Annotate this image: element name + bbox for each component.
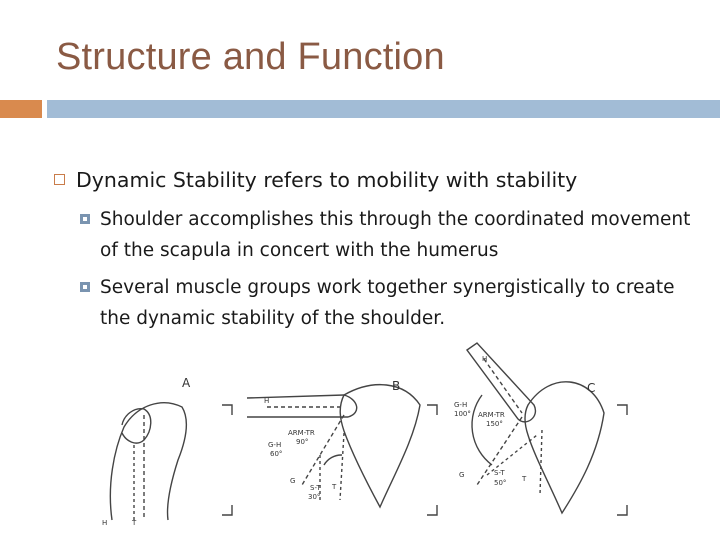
panel-c-gh-angle: 100° xyxy=(454,410,471,418)
hollow-square-bullet-icon xyxy=(54,174,65,185)
shoulder-diagram xyxy=(82,335,642,535)
slide-title: Structure and Function xyxy=(56,36,445,78)
panel-a-h-label: H xyxy=(102,519,108,527)
panel-b-arm-label: ARM-TR xyxy=(288,429,315,437)
panel-b-g-label: G xyxy=(290,477,296,485)
bullet-item xyxy=(50,166,690,194)
panel-b-t-label: T xyxy=(332,483,337,491)
sub-bullet-text: Shoulder accomplishes this through the coordinated movement of the scapula in concert with the humerus xyxy=(100,209,691,261)
panel-b-arm-angle: 90° xyxy=(296,438,309,446)
panel-b-h-label: H xyxy=(264,397,270,405)
panel-c-g-label: G xyxy=(459,471,465,479)
panel-c-letter: C xyxy=(587,381,596,395)
panel-b-st-label: S-T xyxy=(310,484,321,492)
accent-bar xyxy=(0,100,42,118)
panel-a-diagram xyxy=(110,403,232,520)
panel-a-t-label: T xyxy=(132,519,137,527)
panel-b-letter: B xyxy=(392,379,401,393)
panel-c-gh-label: G-H xyxy=(454,401,468,409)
panel-c-diagram xyxy=(467,343,627,515)
header-bar xyxy=(47,100,720,118)
panel-c-t-label: T xyxy=(522,475,527,483)
square-bullet-icon xyxy=(80,282,90,292)
panel-b-gh-angle: 60° xyxy=(270,450,283,458)
panel-c-arm-angle: 150° xyxy=(486,420,503,428)
panel-a-letter: A xyxy=(182,376,191,390)
panel-c-st-label: S-T xyxy=(494,469,505,477)
sub-bullet-item xyxy=(50,272,700,334)
square-bullet-icon xyxy=(80,214,90,224)
bullet-list xyxy=(50,166,690,334)
panel-c-h-label: H xyxy=(482,355,488,363)
sub-bullet-item xyxy=(50,204,700,266)
panel-c-arm-label: ARM-TR xyxy=(478,411,505,419)
panel-b-gh-label: G-H xyxy=(268,441,282,449)
sub-bullet-text: Several muscle groups work together synergistically to create the dynamic stability of the shoulder. xyxy=(100,277,675,329)
panel-c-st-angle: 50° xyxy=(494,479,507,487)
scapulohumeral-rhythm-figure xyxy=(82,335,642,535)
bullet-text: Dynamic Stability refers to mobility with stability xyxy=(76,168,578,192)
panel-b-st-angle: 30° xyxy=(308,493,321,501)
